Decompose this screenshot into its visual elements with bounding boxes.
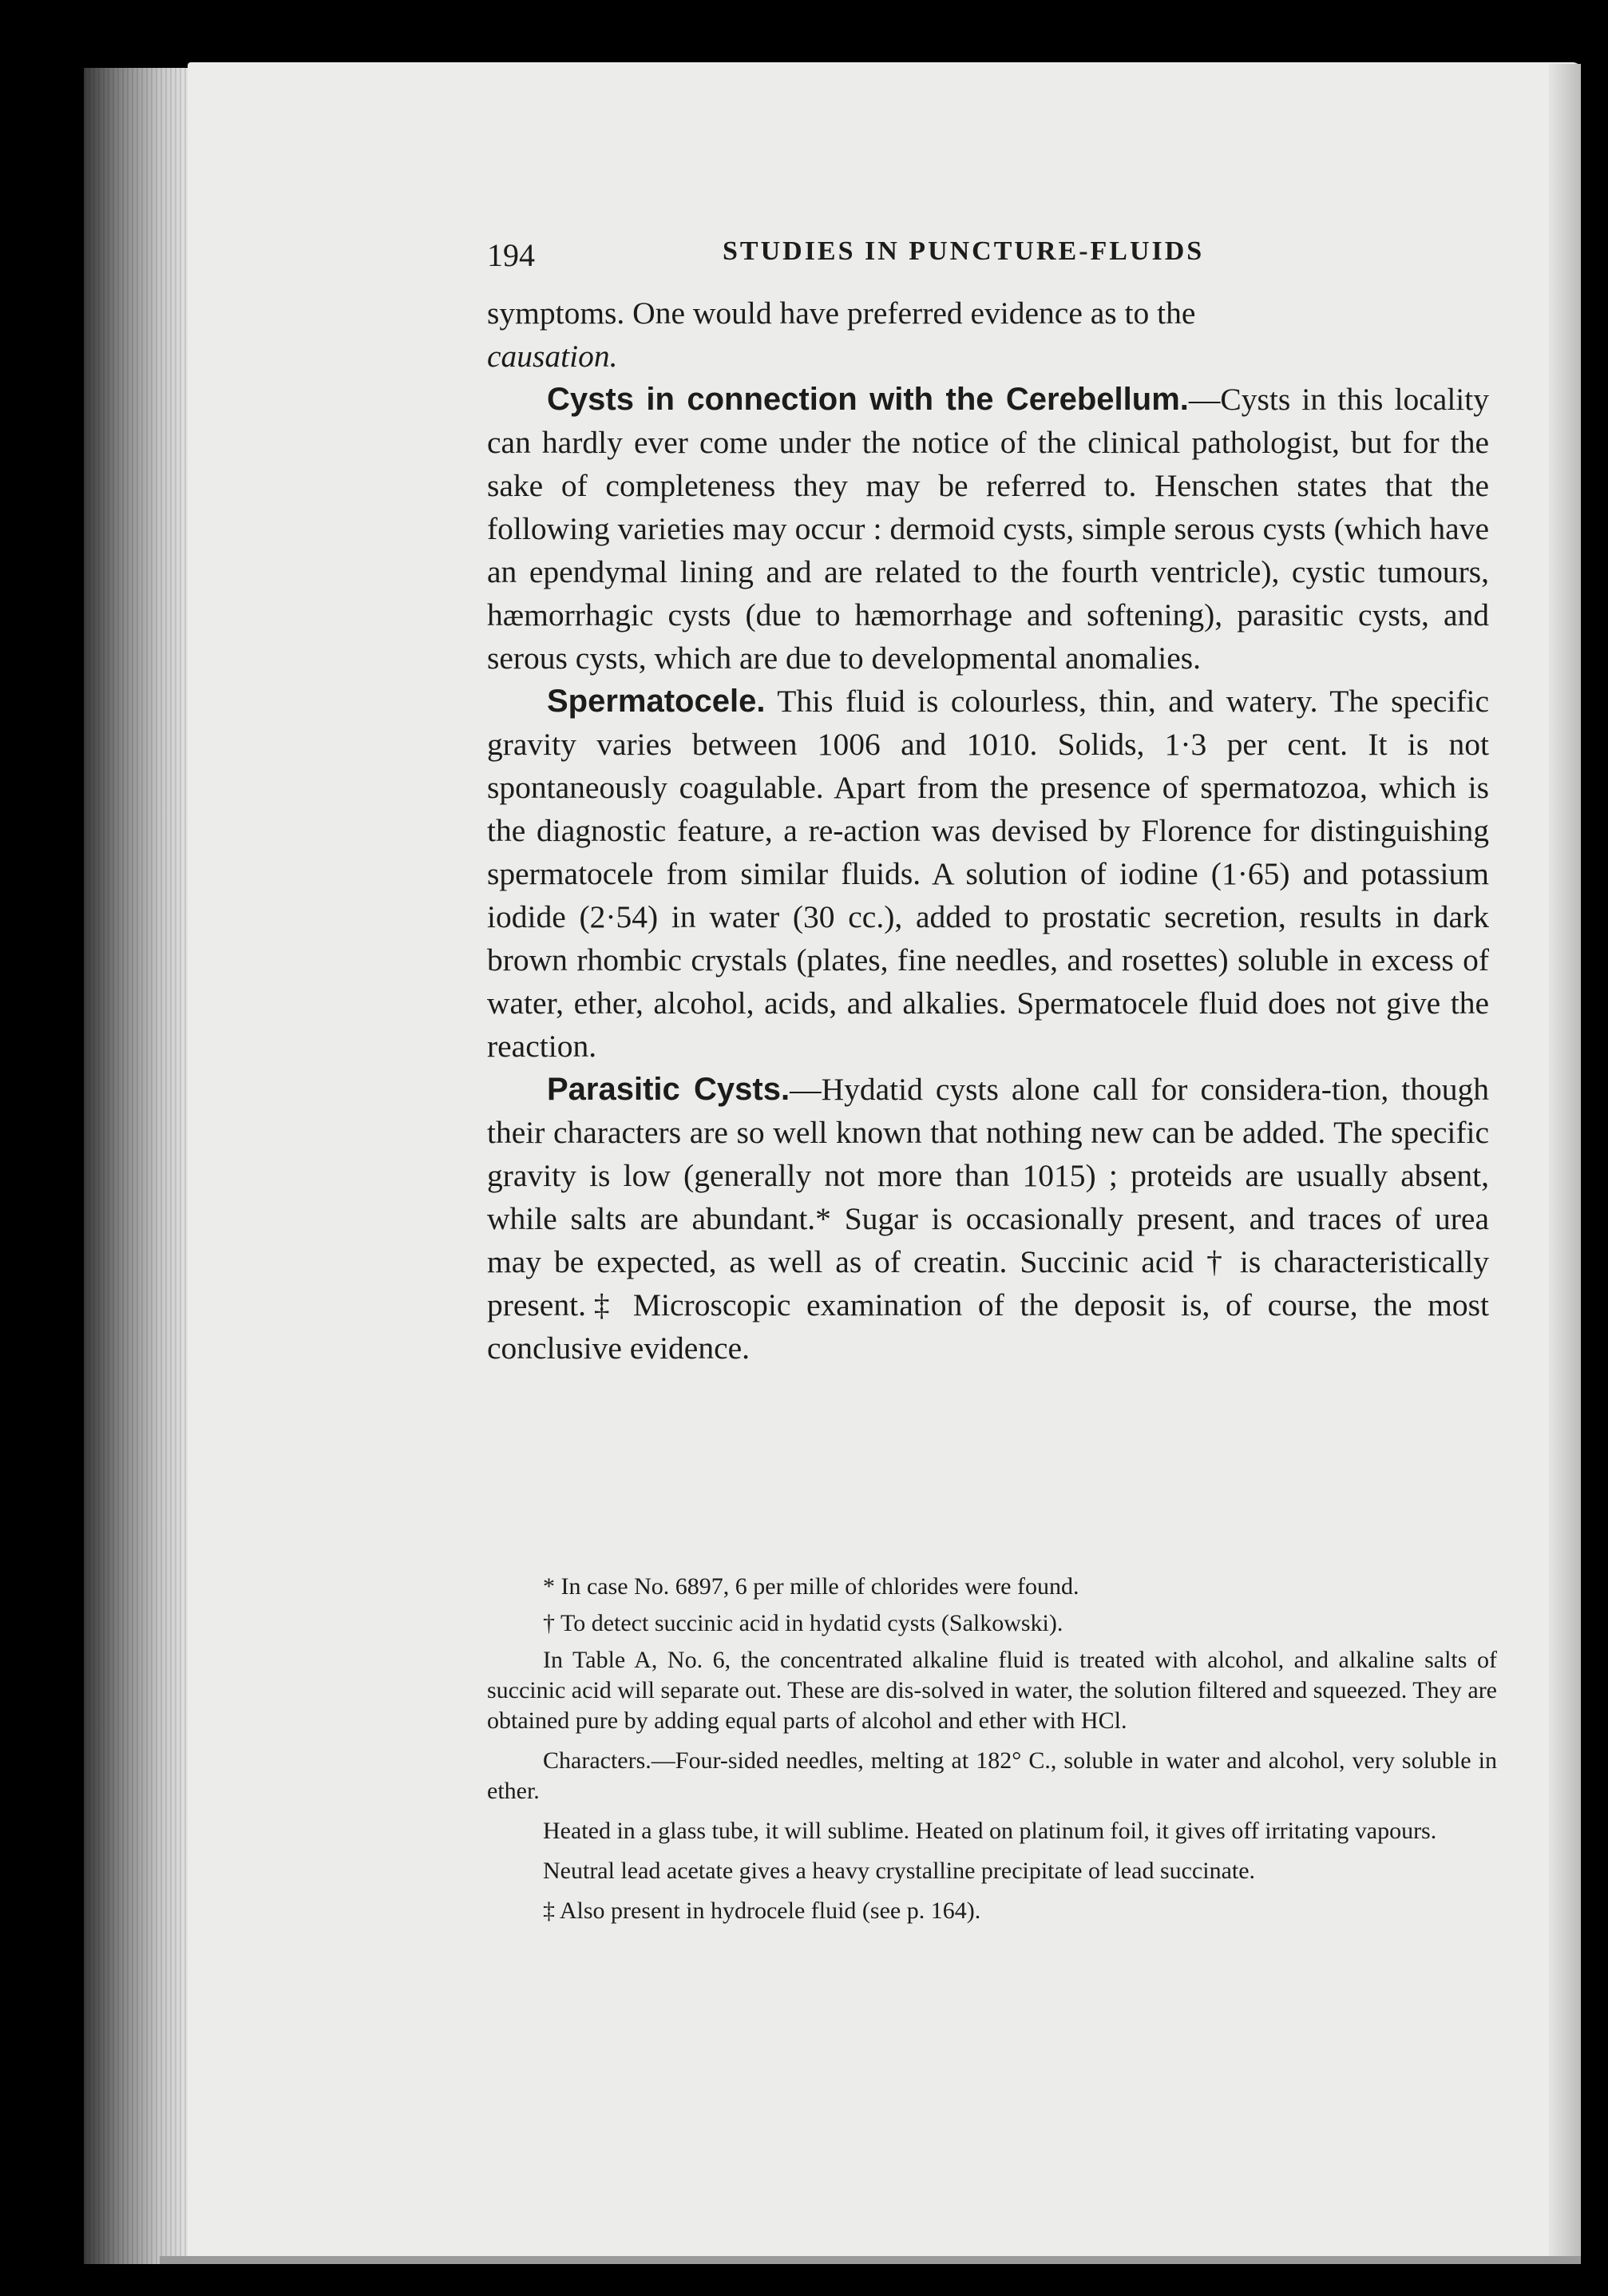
running-title: STUDIES IN PUNCTURE-FLUIDS: [723, 236, 1205, 266]
cerebellum-heading: Cysts in connection with the Cerebellum.: [547, 382, 1189, 417]
running-head: [487, 236, 1605, 284]
parasitic-heading: Parasitic Cysts.: [547, 1072, 790, 1107]
intro-line: symptoms. One would have preferred evidence as to the: [487, 295, 1196, 331]
cerebellum-paragraph: [487, 378, 1489, 680]
page-stack-edges: [84, 68, 196, 2264]
footnote-dagger: [487, 1608, 1497, 1639]
footnote-table-a: In Table A, No. 6, the concentrated alkaline fluid is treated with alcohol, and alkaline salts of succinic acid will separate out. These are dis-solved in water, the solution filtered and squeezed. They are obtained pure by adding equal parts of alcohol and ether with HCl.: [487, 1647, 1497, 1734]
footnote-double-dagger-text: Also present in hydrocele fluid (see p. 164).: [559, 1897, 981, 1924]
spermatocele-text: This fluid is colourless, thin, and watery. The specific gravity varies between 1006 and 1010. Solids, 1·3 per cent. It is not spontaneously coagulable. Apart from the presence of spermatozoa, which is the diagnostic feature, a re-action was devised by Florence for distinguishing spermatocele from similar fluids. A solution of iodine (1·65) and potassium iodide (2·54) in water (30 cc.), added to prostatic secretion, results in dark brown rhombic crystals (plates, fine needles, and rosettes) soluble in excess of water, ether, alcohol, acids, and alkalies. Spermatocele fluid does not give the reaction.: [487, 684, 1489, 1064]
footnote-dagger-mark: †: [543, 1610, 555, 1636]
footnote-characters: Characters.—Four-sided needles, melting at 182° C., soluble in water and alcohol, very soluble in ether.: [487, 1747, 1497, 1804]
page-number: 194: [487, 237, 535, 273]
page-right-edge: [1549, 64, 1581, 2264]
footnote-neutral: Neutral lead acetate gives a heavy crystalline precipitate of lead succinate.: [543, 1858, 1256, 1884]
footnotes: [487, 1572, 1497, 1933]
cerebellum-text: —Cysts in this locality can hardly ever come under the notice of the clinical pathologist, but for the sake of completeness they may be referred to. Henschen states that the following varieties may occur : dermoid cysts, simple serous cysts (which have an ependymal lining and are related to the fourth ventricle), cystic tumours, hæmorrhagic cysts (due to hæmorrhage and softening), parasitic cysts, and serous cysts, which are due to developmental anomalies.: [487, 382, 1490, 676]
spermatocele-paragraph: [487, 680, 1489, 1068]
footnote-star-text: In case No. 6897, 6 per mille of chlorides were found.: [560, 1573, 1079, 1600]
intro-paragraph: [487, 291, 1489, 378]
footnote-dagger-text: To detect succinic acid in hydatid cysts (Salkowski).: [560, 1610, 1063, 1636]
footnote-heated: Heated in a glass tube, it will sublime. Heated on platinum foil, it gives off irritating vapours.: [543, 1818, 1437, 1844]
intro-italic-word: causation.: [487, 339, 618, 374]
body-text: [487, 291, 1489, 1370]
footnote-double-dagger: [487, 1896, 1497, 1926]
footnote-double-dagger-mark: ‡: [543, 1897, 555, 1924]
parasitic-paragraph: [487, 1068, 1489, 1370]
footnote-star: [487, 1572, 1497, 1602]
page-bottom-edge: [160, 2256, 1581, 2264]
footnote-star-mark: *: [543, 1573, 555, 1600]
spermatocele-heading: Spermatocele.: [547, 684, 766, 719]
parasitic-text: —Hydatid cysts alone call for considera-tion, though their characters are so well known that nothing new can be added. The specific gravity is low (generally not more than 1015) ; proteids are usually absent, while salts are abundant.* Sugar is occasionally present, and traces of urea may be expected, as well as of creatin. Succinic acid † is characteristically present.‡ Microscopic examination of the deposit is, of course, the most conclusive evidence.: [487, 1072, 1489, 1366]
